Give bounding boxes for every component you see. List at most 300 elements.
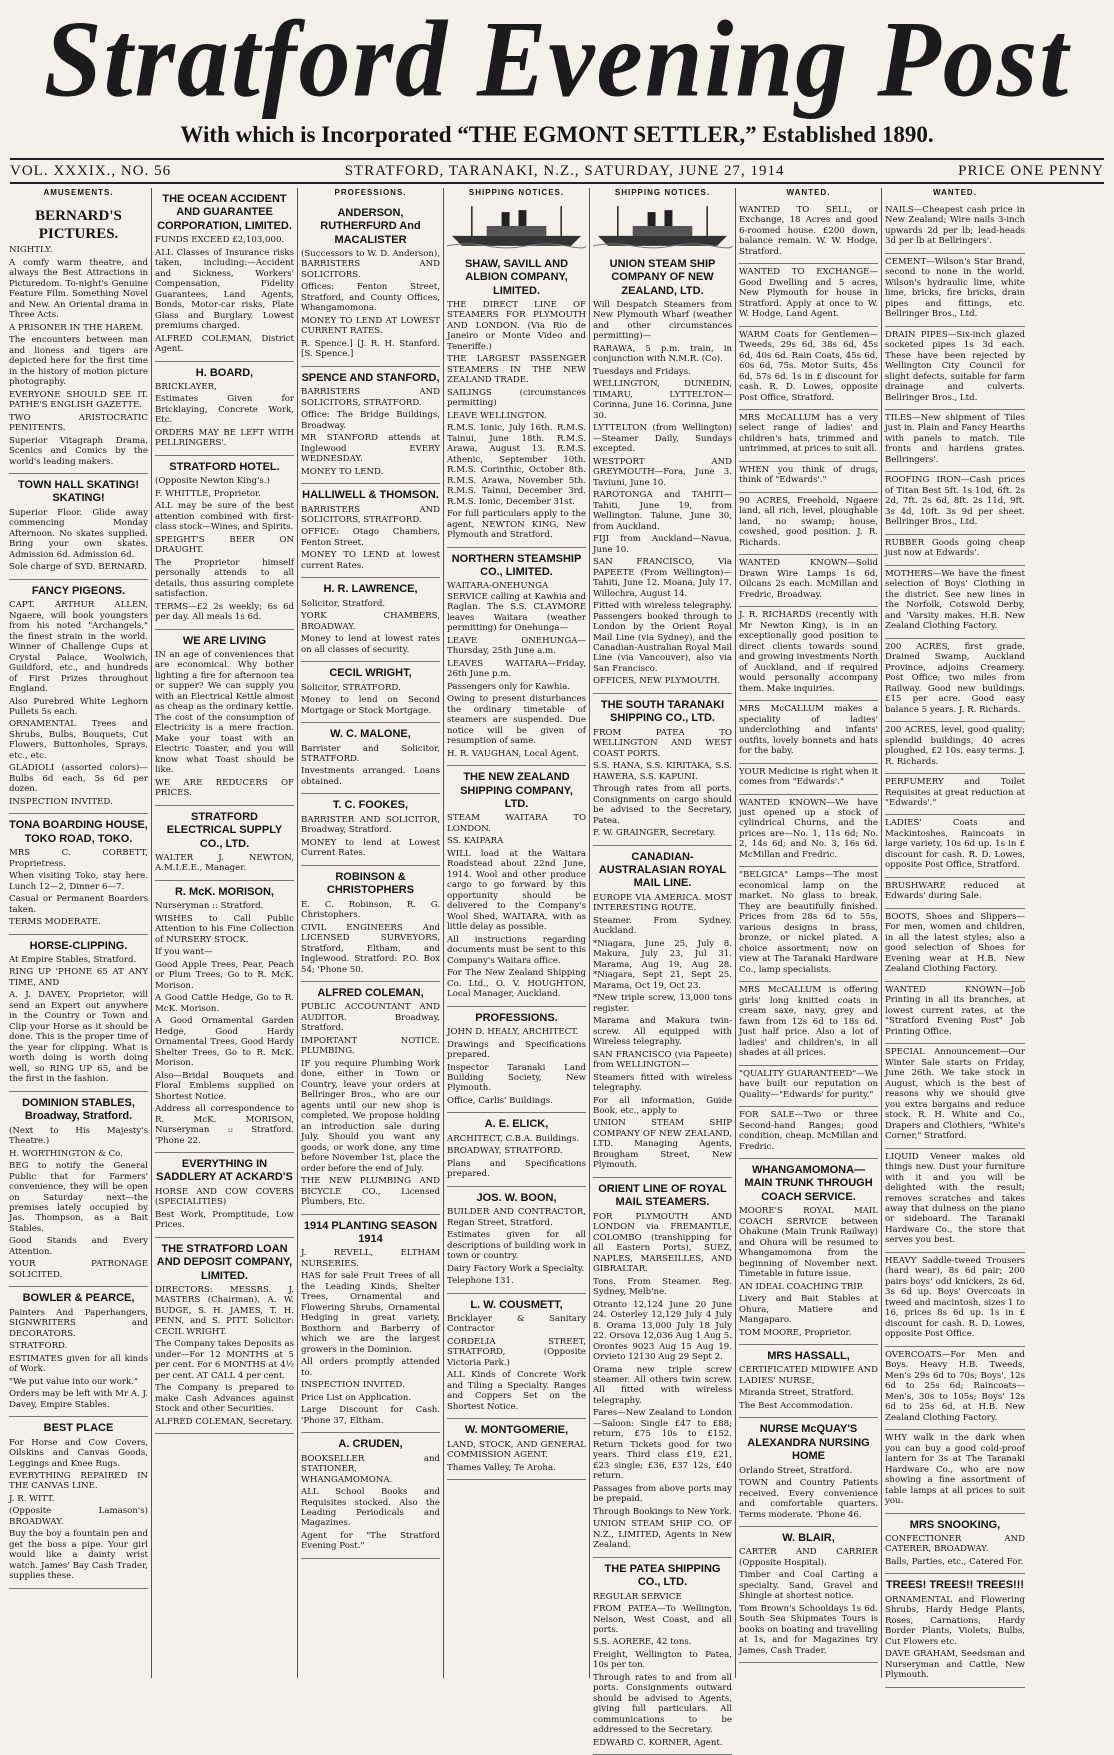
advertisement — [447, 1294, 586, 1420]
advertisement-text: NAILS—Cheapest cash price in New Zealand; Wire nails 3-inch upwards 2d per lb; lead-heads 3d per lb at Bellringers'. — [885, 204, 1025, 247]
advertisement-body — [739, 870, 878, 975]
volume-number: VOL. XXXIX., NO. 56 — [10, 162, 172, 179]
advertisement — [739, 264, 878, 326]
advertisement-body — [885, 413, 1025, 465]
advertisement-body — [885, 1350, 1025, 1423]
advertisement — [447, 1113, 586, 1186]
advertisement-text: THE LARGEST PASSENGER STEAMERS IN THE NEW ZEALAND TRADE. — [447, 354, 586, 386]
advertisement-text: (Opposite Lamason's) BROADWAY. — [9, 1506, 148, 1527]
advertisement-text: FOR SALE—Two or three Second-hand Ranges; good condition, cheap. McMillan and Fredric. — [739, 1110, 878, 1152]
advertisement-text: RING UP 'PHONE 65 AT ANY TIME, AND — [9, 967, 148, 988]
advertisement-text: Estimates given for all descriptions of building work in town or country. — [447, 1230, 586, 1262]
advertisement-text: (Successors to W. D. Anderson), BARRISTERS AND SOLICITORS. — [301, 248, 440, 280]
advertisement-title: ALFRED COLEMAN, — [317, 986, 424, 999]
advertisement-text: Orders may be left with Mr A. J. Davey, Empire Stables. — [9, 1389, 149, 1410]
column — [444, 188, 590, 1678]
column — [590, 188, 736, 1748]
advertisement — [885, 1574, 1025, 1687]
advertisement-title: BERNARD'S PICTURES. — [35, 207, 122, 243]
advertisement — [739, 1527, 878, 1663]
advertisement — [739, 493, 878, 555]
advertisement-text: The Company is prepared to make Cash Advances against Stock and other Securities. — [155, 1383, 294, 1415]
advertisement-text: The encounters between man and lioness and tigers are depicted here for the first time in the history of motion picture photography. — [9, 335, 148, 388]
advertisement-text: RAROTONGA and TAHITI—Tahiti, June 19, from Wellington. Talune, June 30, from Auckland. — [593, 490, 732, 532]
advertisement — [301, 662, 440, 723]
advertisement-text: Owing to present disturbances the ordinary timetable of steamers are suspended. Due notice will be given of resumption of same. — [447, 694, 586, 747]
advertisement-body — [885, 330, 1025, 403]
advertisement-text: Fares—New Zealand to London—Saloon: Single £47 to £88; return, £75 10s to £152. Return Tickets good for two years. Third class £19, £21, £23 single; £36, £37 12s, £40 return. — [593, 1408, 732, 1482]
advertisement-text: Barrister and Solicitor, STRATFORD. — [301, 743, 440, 764]
advertisement-title: MRS HASSALL, — [767, 1350, 850, 1363]
advertisement-text: Through rates from all ports. Consignments on cargo should be advised to the Secretary, Patea. — [593, 784, 732, 826]
advertisement-text: WANTED KNOWN—Job Printing in all its branches, at lowest current rates, at the "Stratford Evening Post" Job Printing Office. — [885, 984, 1025, 1037]
advertisement — [155, 881, 294, 1153]
advertisement-text: SPEIGHT'S BEER ON DRAUGHT. — [155, 534, 294, 556]
advertisement-body — [739, 704, 878, 756]
advertisement — [155, 630, 294, 806]
advertisement-text: INSPECTION INVITED. — [9, 796, 113, 807]
masthead-subtitle: With which is Incorporated “THE EGMONT SETTLER,” Established 1890. — [180, 122, 934, 147]
advertisement-text: WANTED TO SELL, or Exchange, 18 Acres and good 6-roomed house. £200 down, balance remain. W. W. Hodge, Stratford. — [739, 204, 878, 257]
advertisement-text: "We put value into our work." — [9, 1376, 138, 1387]
advertisement-title: HORSE-CLIPPING. — [29, 939, 128, 952]
advertisement-text: For Horse and Cow Covers, Oilskins and Canvas Goods, Leggings and Knee Rugs. — [9, 1437, 148, 1469]
advertisement-text: LEAVE WELLINGTON. — [447, 410, 547, 421]
advertisement — [739, 202, 878, 264]
advertisement-title: NURSE McQUAY'S ALEXANDRA NURSING HOME — [747, 1423, 870, 1463]
advertisement-text: A Good Cattle Hedge, Go to R. McK. Morison. — [155, 993, 294, 1014]
advertisement-body — [593, 1212, 732, 1551]
advertisement-text: Best Work, Promptitude, Low Prices. — [155, 1209, 294, 1231]
advertisement — [155, 1238, 294, 1435]
advertisement-title: T. C. FOOKES, — [332, 799, 409, 812]
advertisement-text: MOORE'S ROYAL MAIL COACH SERVICE between Ohakune (Main Trunk Railway) and Ohura will be resumed to Whangamomona from the beginning of November next. Timetable in future issue. — [739, 1206, 878, 1280]
advertisement-title: UNION STEAM SHIP COMPANY OF NEW ZEALAND, LTD. — [609, 257, 716, 297]
advertisement-title: L. W. COUSMETT, — [470, 1298, 563, 1311]
advertisement-text: A comfy warm theatre, and always the Best Attractions in Picturedom. To-night's Genuine Feature Film. Something Novel and New. An Oriental drama in Three Acts. — [9, 257, 148, 321]
advertisement-text: S.S. HANA, S.S. KIRITAKA, S.S. HAWERA, S.S. KAPUNI. — [593, 761, 732, 782]
advertisement-body — [885, 818, 1025, 870]
advertisement — [9, 935, 148, 1092]
advertisement — [593, 694, 732, 846]
advertisement-text: Good Apple Trees, Pear, Peach or Plum Trees, Go to R. McK. Morison. — [155, 959, 294, 991]
advertisement-text: Passengers only for Kawhia. — [447, 681, 571, 692]
advertisement-text: Good Stands and Every Attention. — [9, 1236, 148, 1257]
column-heading: WANTED. — [933, 188, 977, 197]
advertisement-text: WILL load at the Waitara Roadstead about 22nd June, 1914. Wool and other produce cargo to go forward by this opportunity should be delivered to the Company's Wool Shed, WAITARA, with as little delay as possible. — [447, 848, 586, 933]
advertisement-text: Freight, Wellington to Patea, 10s per ton. — [593, 1649, 732, 1671]
advertisement-text: J. REVELL, ELTHAM NURSERIES. — [301, 1248, 440, 1269]
advertisement-body — [739, 267, 878, 319]
advertisement-text: WANTED KNOWN—We have just opened up a stock of cylindrical Churns, and the prices are—No. 1, 11s 6d; No. 2, 14s 6d; and No. 3, 16s 6d. McMillan and Fredric. — [739, 797, 878, 860]
advertisement-text: Offices: Fenton Street, Stratford, and County Offices, Whangamomona. — [301, 282, 440, 314]
advertisement — [301, 578, 440, 662]
advertisement-text: PERFUMERY and Toilet Requisites at great reduction at "Edwards'." — [885, 777, 1025, 808]
advertisement — [885, 909, 1025, 982]
advertisement-text: LYTTELTON (from Wellington)—Steamer Daily, Sundays excepted. — [593, 423, 732, 455]
advertisement-title: W. MONTGOMERIE, — [464, 1424, 569, 1437]
newspaper-title: Stratford Evening Post — [43, 0, 1071, 120]
advertisement-text: Timber and Coal Carting a specialty. Sand, Gravel and Shingle at shortest notice. — [739, 1570, 878, 1602]
advertisement-text: WISHES to Call Public Attention to his Fine Collection of NURSERY STOCK. — [155, 913, 294, 945]
advertisement — [301, 982, 440, 1215]
advertisement-text: Steamers fitted with wireless telegraphy. — [593, 1072, 732, 1094]
advertisement-title: R. McK. MORISON, — [174, 885, 274, 898]
advertisement-text: TOWN and Country Patients received. Every convenience and comfortable quarters. Terms moderate. 'Phone 46. — [739, 1478, 878, 1520]
advertisement — [155, 456, 294, 630]
advertisement-text: BRICKLAYER, — [155, 381, 217, 392]
advertisement-text: Miranda Street, Stratford. — [739, 1388, 854, 1399]
advertisement-text: CAPT. ARTHUR ALLEN, Ngaere, will book youngsters from his noted "Archangels," the finest strain in the world. Winner of Challenge Cups at Crystal Palace, Woolwich, Guildford, etc., and hundreds of First Prizes throughout England. — [9, 600, 148, 695]
advertisement-text: WHY walk in the dark when you can buy a good cold-proof lantern for 3s at The Taranaki Hardware Co., who are now showing a fine assortment of table lamps at all prices to suit you. — [885, 1433, 1025, 1507]
advertisement-text: LIQUID Veneer makes old things new. Dust your furniture with it and you will be delighted with the result; removes scratches and takes away that dulness on the piano or sideboard. The Taranaki Hardware Co., the store that serves you best. — [885, 1151, 1025, 1246]
advertisement-body — [885, 1433, 1025, 1506]
advertisement-body — [301, 387, 440, 477]
advertisement-body — [301, 505, 440, 572]
advertisement-body — [9, 1126, 148, 1281]
advertisement-text: Agent for "The Stratford Evening Post." — [301, 1530, 440, 1552]
advertisement-text: Nurseryman :: Stratford. — [155, 901, 264, 912]
advertisement-text: Passages from above ports may be prepaid. — [593, 1483, 732, 1505]
advertisement — [885, 410, 1025, 472]
advertisement-text: FUNDS EXCEED £2,103,000. — [155, 235, 285, 246]
advertisement-title: FANCY PIGEONS. — [31, 584, 126, 597]
advertisement-text: H. R. VAUGHAN, Local Agent. — [447, 748, 579, 759]
steamship-illustration — [447, 202, 586, 250]
advertisement-body — [301, 900, 440, 975]
advertisement-text: BUILDER AND CONTRACTOR, Regan Street, Stratford. — [447, 1207, 586, 1228]
advertisement-text: ALL Kinds of Concrete Work and Tiling a Specialty. Ranges and Coppers Set on the Shortest Notice. — [447, 1370, 586, 1412]
advertisement-text: UNION STEAM SHIP CO. OF N.Z., LIMITED, Agents in New Zealand. — [593, 1519, 732, 1551]
advertisement — [885, 1149, 1025, 1253]
advertisement-text: E. C. Robinson, R. G. Christophers. — [301, 899, 440, 921]
advertisement-body — [9, 955, 148, 1085]
advertisement — [447, 1419, 586, 1480]
advertisement-title: TOWN HALL SKATING! SKATING! — [18, 479, 139, 505]
advertisement-title: SHAW, SAVILL AND ALBION COMPANY, LIMITED. — [464, 257, 569, 297]
advertisement-text: MONEY TO LEND at lowest current Rates. — [301, 550, 440, 571]
advertisement — [447, 253, 586, 548]
advertisement-text: J. R. RICHARDS (recently with Mr Newton King), is in an exceptionally good position to direct clients towards sound and growing investments North of Auckland, and if required would personally accompany them. Make inquiries. — [739, 610, 878, 694]
advertisement-text: F. W. GRAINGER, Secretary. — [593, 828, 716, 839]
advertisement-text: SAN FRANCISCO (via Papeete) from WELLINGTON— — [593, 1049, 732, 1071]
advertisement-text: The Best Accommodation. — [739, 1400, 853, 1411]
advertisement — [447, 766, 586, 1006]
advertisement — [301, 1215, 440, 1434]
advertisement-body — [155, 650, 294, 799]
advertisement-text: WHEN you think of drugs, think of "Edwards'." — [739, 464, 878, 486]
advertisement-text: Large Discount for Cash. 'Phone 37, Eltham. — [301, 1405, 440, 1426]
advertisement-text: Tom Brown's Schooldays 1s 6d. South Sea Shipmates Tours is books on boating and travelling at 1s, and for Magazines try James, Cash Trader. — [739, 1603, 878, 1656]
advertisement — [301, 723, 440, 794]
advertisement-text: For full particulars apply to the agent, NEWTON KING, New Plymouth and Stratford. — [447, 509, 586, 541]
advertisement-body — [155, 235, 294, 354]
advertisement-title: WE ARE LIVING — [182, 634, 267, 647]
advertisement-text: MRS C. CORBETT, Proprietress. — [9, 848, 148, 869]
advertisement-text: ORDERS MAY BE LEFT WITH PELLRINGERS'. — [155, 427, 294, 449]
advertisement-text: AN IDEAL COACHING TRIP. — [739, 1281, 864, 1292]
advertisement — [593, 253, 732, 694]
advertisement-text: BARRISTER AND SOLICITOR, Broadway, Stratford. — [301, 814, 440, 836]
advertisement-text: Also—Bridal Bouquets and Floral Emblems supplied on Shortest Notice. — [155, 1070, 294, 1102]
advertisement-text: OVERCOATS—For Men and Boys. Heavy H.B. Tweeds, Men's 29s 6d to 70s; Boys', 12s 6d to 25s 6d; Raincoats—Men's, 30s to 105s; Boys' 12s 6d to 25s 6d, at H.B. New Zealand Clothing Factory. — [885, 1349, 1025, 1423]
advertisement-title: ORIENT LINE OF ROYAL MAIL STEAMERS. — [598, 1182, 727, 1209]
advertisement-title: STRATFORD HOTEL. — [169, 460, 280, 473]
column — [882, 188, 1028, 1681]
advertisement-text: MONEY TO LEND AT LOWEST CURRENT RATES. — [301, 315, 440, 337]
advertisement-text: DIRECTORS: MESSRS. J. MASTERS (Chairman), A. W. BUDGE, S. H. JAMES, T. H. PENN, and S. PITT. Solicitor: CECIL WRIGHT. — [155, 1284, 294, 1337]
advertisement-title: H. R. LAWRENCE, — [323, 583, 418, 596]
advertisement-text: If you want— — [155, 947, 213, 958]
advertisement-text: Sole charge of SYD. BERNARD. — [9, 562, 147, 573]
advertisement-text: Through Bookings to New York. — [593, 1506, 732, 1517]
advertisement-text: WANTED KNOWN—Solid Drawn Wire Lamps 1s 6d, Oilcans 2s each. McMillan and Fredric, Broadway. — [739, 558, 878, 600]
advertisement-text: ALFRED COLEMAN, Secretary. — [155, 1416, 293, 1427]
advertisement-title: NORTHERN STEAMSHIP CO., LIMITED. — [451, 552, 582, 579]
column — [298, 188, 444, 1678]
advertisement-text: SPECIAL Announcement—Our Winter Sale starts on Friday, June 26th. We take stock in August, which is the best of reasons why we should give you extra bargains and reduce stock. R. H. White and Co., Drapers and Clothiers, "White's Corner," Stratford. — [885, 1047, 1025, 1142]
advertisement — [885, 722, 1025, 774]
advertisement-text: CIVIL ENGINEERS And LICENSED SURVEYORS, Stratford, Eltham, and Inglewood. Stratford: P.O. Box 54; 'Phone 50. — [301, 922, 440, 975]
advertisement-text: Painters And Paperhangers, SIGNWRITERS and DECORATORS. — [9, 1307, 148, 1339]
advertisement-text: WE ARE REDUCERS OF PRICES. — [155, 777, 294, 799]
advertisement-title: TONA BOARDING HOUSE, TOKO ROAD, TOKO. — [9, 819, 148, 845]
advertisement-text: NIGHTLY. — [9, 245, 53, 256]
advertisement-text: Estimates Given for Bricklaying, Concrete Work, Etc. — [155, 394, 294, 426]
advertisement-text: WAITARA-ONEHUNGA SERVICE calling at Kawhia and Raglan. The S.S. CLAYMORE leaves Waitara (weather permitting) for Onehunga— — [447, 581, 586, 634]
advertisement-body — [885, 1152, 1025, 1246]
advertisement-title: HALLIWELL & THOMSON. — [302, 489, 439, 502]
place-date: STRATFORD, TARANAKI, N.Z., SATURDAY, JUNE 27, 1914 — [344, 162, 785, 179]
advertisement — [447, 1007, 586, 1114]
advertisement-title: ANDERSON, RUTHERFURD And MACALISTER — [320, 206, 421, 246]
advertisement-text: DAVE GRAHAM, Seedsman and Nurseryman and Cattle, New Plymouth. — [885, 1649, 1025, 1681]
advertisement-text: LADIES' Coats and Mackintoshes, Raincoats in large variety, 10s 6d up. 1s in £ discount for cash. R. D. Lowes, opposite Post Office, Stratford. — [885, 818, 1025, 871]
advertisement-title: W. C. MALONE, — [330, 728, 411, 741]
advertisement-text: EVERYTHING REPAIRED IN THE CANVAS LINE. — [9, 1471, 148, 1492]
advertisement — [739, 462, 878, 493]
advertisement-text: CORDELIA STREET, STRATFORD, (Opposite Victoria Park.) — [447, 1336, 586, 1368]
advertisement-text: R.M.S. Ionic, July 16th. R.M.S. Tainui, June 18th. R.M.S. Arawa, August 13. R.M.S. Athenic, September 10th. R.M.S. Corinthic, October 8th. R.M.S. Arawa, November 5th. R.M.S. Tainui, December 3rd. R.M.S. Ionic, December 31st. — [447, 423, 586, 507]
advertisement-text: YOUR Medicine is right when it comes from "Edwards'." — [739, 766, 878, 788]
advertisement — [739, 867, 878, 982]
advertisement-text: HEAVY Saddle-tweed Trousers (hard wear), 8s 6d pair; 200 pairs boys' odd knickers, 2s 6d, 3s 6d up. Boys' Overcoats in tweed and macintosh, sizes 1 to 16, prices 8s 6d up. 1s in £ discount for cash. R. D. Lowes, opposite Post Office. — [885, 1255, 1025, 1340]
advertisement-body — [593, 728, 732, 839]
advertisement — [301, 794, 440, 865]
advertisement — [155, 806, 294, 881]
advertisement-title: CECIL WRIGHT, — [329, 667, 412, 680]
advertisement-body — [739, 496, 878, 548]
advertisement-text: Fitted with wireless telegraphy. Passengers booked through to London by the Orient Royal Mail Line (via Sydney), and the Canadian-Australian Royal Mail Line (via Vancouver), also via San Francisco. — [593, 601, 732, 674]
advertisement-title: W. BLAIR, — [782, 1532, 835, 1545]
advertisement-body — [9, 508, 148, 573]
advertisement-text: 90 ACRES, Freehold, Ngaere land, all rich, level, ploughable land, no swamp; house, cowshed, good position. J. R. Richards. — [739, 495, 878, 548]
advertisement-text: Orama new triple screw steamer. All others twin screw. All fitted with wireless telegraphy. — [593, 1364, 732, 1406]
advertisement-text: YOUR PATRONAGE SOLICITED. — [9, 1259, 148, 1280]
advertisement-text: WANTED TO EXCHANGE—Good Dwelling and 5 acres, New Plymouth for house in Stratford. Apply at once to W. W. Hodge, Land Agent. — [739, 267, 878, 320]
advertisement-text: MOTHERS—We have the finest selection of Boys' Clothing in the district. See new lines in the Norfolk, Cotswold Derby, and 'Varsity makes. H.B. New Zealand Clothing Factory. — [885, 568, 1025, 632]
advertisement — [155, 1153, 294, 1238]
advertisement-text: "BELGICA" Lamps—The most economical lamp on the market. No glass to break. They are beautifully finished. Prices from 28s 6d to 55s, various designs in brass, bronze, or nickel plated. A choice assortment; now on view at The Taranaki Hardware Co., lamp specialists. — [739, 870, 878, 975]
advertisement-text: BARRISTERS AND SOLICITORS, STRATFORD. — [301, 504, 440, 525]
advertisement — [301, 484, 440, 578]
advertisement — [885, 774, 1025, 815]
advertisement — [9, 1417, 148, 1589]
advertisement-text: OFFICES, NEW PLYMOUTH. — [593, 676, 721, 687]
advertisement-body — [9, 600, 148, 807]
advertisement-text: ARCHITECT, C.B.A. Buildings. — [447, 1133, 580, 1144]
advertisement-text: Bricklayer & Sanitary Contractor — [447, 1313, 586, 1335]
advertisement — [739, 1066, 878, 1107]
advertisement-text: Orlando Street, Stratford. — [739, 1465, 853, 1476]
advertisement-text: A Good Ornamental Garden Hedge, Good Hardy Ornamental Trees, Good Hardy Shelter Trees, Go to R. McK. Morison. — [155, 1016, 294, 1069]
advertisement-text: Office, Carlis' Buildings. — [447, 1095, 553, 1106]
advertisement-text: Thames Valley, Te Aroha. — [447, 1462, 556, 1473]
advertisement-text: CARTER AND CARRIER (Opposite Hospital). — [739, 1547, 878, 1568]
advertisement-title: THE STRATFORD LOAN AND DEPOSIT COMPANY, LIMITED. — [156, 1242, 293, 1282]
advertisement-body — [155, 1285, 294, 1427]
advertisement-text: LAND, STOCK, AND GENERAL COMMISSION AGENT. — [447, 1439, 586, 1461]
advertisement-text: SAN FRANCISCO, Via PAPEETE (From Wellington)—Tahiti, June 12. Moana, July 17. Willochra, August 14. — [593, 557, 732, 599]
advertisement — [447, 1187, 586, 1294]
advertisement-text: Otranto 12,124 June 20 June 24. Osterley 12,129 July 4 July 8. Orama 13,000 July 18 July 22. Orsova 12,036 Aug 1 Aug 5. Orontes 9023 Aug 15 Aug 19. Orvieto 12130 Aug 29 Sept 2. — [593, 1299, 732, 1363]
advertisement-text: UNION STEAM SHIP COMPANY OF NEW ZEALAND, LTD. Managing Agents, Brougham Street, New Plymouth. — [593, 1118, 732, 1171]
advertisement-body — [885, 1534, 1025, 1567]
advertisement-body — [885, 1256, 1025, 1340]
advertisement-text: Superior Vitagraph Drama, Scenics and Comics by the world's leading makers. — [9, 435, 148, 467]
advertisement-body — [155, 901, 294, 1146]
advertisement-body — [301, 744, 440, 788]
advertisement-body — [447, 813, 586, 999]
advertisement-text: H. WORTHINGTON & Co. — [9, 1148, 123, 1159]
advertisement-text: Money to lend at lowest rates on all classes of security. — [301, 634, 440, 655]
advertisement-text: When visiting Toko, stay here. Lunch 12—2, Dinner 6—7. — [9, 871, 148, 892]
advertisement-title: BEST PLACE — [43, 1422, 114, 1435]
advertisement-body — [301, 1248, 440, 1426]
advertisement-text: All orders promptly attended to. — [301, 1357, 440, 1378]
advertisement-text: "QUALITY GUARANTEED"—We have built our reputation on Quality—"Edwards' for purity." — [739, 1068, 878, 1100]
advertisement-body — [739, 465, 878, 486]
advertisement-body — [301, 683, 440, 716]
advertisement-text: MONEY TO LEND. — [301, 466, 384, 477]
advertisement-text: RARAWA, 5 p.m. train, in conjunction with N.M.R. (Co). — [593, 343, 732, 365]
advertisement-text: EVERYONE SHOULD SEE IT. PATHE'S ENGLISH GAZETTE. — [9, 389, 148, 411]
advertisement-text: J. R. WITT. — [9, 1493, 55, 1504]
advertisement — [885, 982, 1025, 1044]
advertisement-text: Steamer. From Sydney. Auckland. — [593, 915, 732, 937]
advertisement-text: MRS McCALLUM makes a speciality of ladies' underclothing and infants' outfits, lovely bonnets and hats for the baby. — [739, 704, 878, 757]
advertisement-body — [885, 257, 1025, 320]
advertisement-text: WELLINGTON, DUNEDIN, TIMARU, LYTTELTON—Corinna, June 16. Corinna, June 30. — [593, 379, 732, 421]
advertisement-body — [885, 881, 1025, 902]
advertisement-text: ESTIMATES given for all kinds of Work. — [9, 1353, 148, 1375]
advertisement-body — [885, 777, 1025, 808]
advertisement-body — [739, 558, 878, 600]
advertisement-body — [739, 1547, 878, 1656]
advertisement-text: GLADIOLI (assorted colors)—Bulbs 6d each, 5s 6d per dozen. — [9, 763, 148, 795]
advertisement-title: TREES! TREES!! TREES!!! — [885, 1579, 1025, 1592]
advertisement-text: Tuesdays and Fridays. — [593, 366, 691, 377]
advertisement-text: Drawings and Specifications prepared. — [447, 1039, 586, 1061]
advertisement-text: (Next to His Majesty's Theatre.) — [9, 1125, 148, 1147]
advertisement-body — [447, 300, 586, 541]
advertisement-body — [301, 249, 440, 360]
advertisement-text: FOR PLYMOUTH AND LONDON via FREMANTLE, COLOMBO (transhipping for all Eastern Ports), SUEZ, NAPLES, MARSEILLES, AND GIBRALTAR. — [593, 1211, 732, 1275]
advertisement-body — [739, 1466, 878, 1520]
advertisement-body — [447, 1027, 586, 1106]
advertisement-text: Through rates to and from all ports. Consignments outward should be advised to Agents, giving full particulars. All communications to be addressed to the Secretary. — [593, 1672, 732, 1736]
advertisement-text: Plans and Specifications prepared. — [447, 1158, 586, 1180]
advertisement-title: THE NEW ZEALAND SHIPPING COMPANY, LTD. — [460, 771, 573, 810]
advertisement — [9, 580, 148, 815]
advertisement-body — [447, 1207, 586, 1286]
advertisement-text: Telephone 131. — [447, 1276, 514, 1287]
advertisement-body — [9, 1308, 148, 1410]
advertisement — [885, 1347, 1025, 1430]
advertisement — [885, 566, 1025, 639]
advertisement — [739, 1107, 878, 1159]
advertisement-text: FIJI from Auckland—Navua, June 10. — [593, 534, 732, 555]
advertisement-text: BARRISTERS AND SOLICITORS, STRATFORD. — [301, 387, 440, 408]
column-heading: AMUSEMENTS. — [43, 188, 114, 197]
advertisement-text: CERTIFICATED MIDWIFE AND LADIES' NURSE, — [739, 1365, 878, 1386]
advertisement-text: IF you require Plumbing Work done, either in Town or Country, leave your orders at Bellringer Bros., who are our agents until our new shop is completed. We propose holding an introduction sale during July. Should you want any goods, or work done, any time before November 1st, place the order before the end of July. — [301, 1058, 440, 1174]
advertisement — [739, 701, 878, 763]
advertisement-text: IMPORTANT NOTICE. PLUMBING. — [301, 1035, 440, 1057]
advertisement-text: ALL School Books and Requisites stocked. Also the Leading Periodicals and Magazines. — [301, 1487, 440, 1529]
advertisement-body — [593, 893, 732, 1171]
advertisement-text: HAS for sale Fruit Trees of all the Leading Kinds, Shelter Trees, Ornamental and Flowering Shrubs, Ornamental Hedging in great variety, Boxthorn and Barberry of which we are the largest growers in the Dominion. — [301, 1271, 440, 1355]
advertisement-text: BEG to notify the General Public that for Farmers' convenience, they will be open on Saturday next—the premises lately occupied by Jas. Thompson, as a Bait Stables. — [9, 1161, 148, 1234]
column-heading: PROFESSIONS. — [334, 188, 407, 197]
advertisement-body — [447, 581, 586, 759]
advertisement — [739, 607, 878, 701]
advertisement-body — [301, 1002, 440, 1207]
advertisement — [885, 472, 1025, 534]
advertisement-text: BROADWAY, STRATFORD. — [447, 1146, 563, 1157]
advertisement-text: ROOFING IRON—Cash prices of Titan Best 5ft. 1s 10d, 6ft. 2s 2d, 7ft. 2s 6d, 8ft. 2s 11d, 9ft. 3s 4d, 10ft. 3s 9d per sheet. Bellringer Bros., Ltd. — [885, 475, 1025, 528]
advertisement — [301, 1433, 440, 1559]
advertisement-text: FROM PATEA TO WELLINGTON AND WEST COAST PORTS. — [593, 727, 732, 759]
advertisement-text: SAILINGS (circumstances permitting) — [447, 387, 586, 409]
advertisement-text: *Niagara, June 25, July 8. Makura, July 23, Jul 31. Marama, Aug 19, Aug 28. *Niagara, Sept 21, Sept 25. Marama, Oct 19, Oct 23. — [593, 938, 732, 991]
advertisement — [885, 327, 1025, 410]
advertisement-body — [739, 610, 878, 694]
advertisement-text: Solicitor, STRATFORD. — [301, 682, 401, 693]
column-heading: WANTED. — [786, 188, 831, 197]
advertisement — [739, 764, 878, 795]
steamship-illustration — [447, 202, 586, 250]
advertisement-body — [155, 476, 294, 622]
advertisement-body — [739, 985, 878, 1058]
advertisement-text: WALTER J. NEWTON, A.M.I.E.E., Manager. — [155, 852, 294, 874]
advertisement — [9, 1092, 148, 1288]
advertisement-text: Casual or Permanent Boarders taken. — [9, 894, 148, 915]
advertisement-text: JOHN D. HEALY, ARCHITECT. — [447, 1027, 579, 1038]
advertisement-body — [739, 413, 878, 455]
advertisement — [885, 878, 1025, 909]
dateline — [10, 158, 1104, 184]
advertisement-body — [301, 599, 440, 655]
advertisement-title: JOS. W. BOON, — [476, 1191, 557, 1204]
masthead — [0, 0, 1114, 120]
advertisement-text: Also Purebred White Leghorn Pullets 5s each. — [9, 696, 148, 717]
advertisement-title: H. BOARD, — [195, 366, 254, 379]
advertisement-body — [593, 300, 732, 687]
column-heading: SHIPPING NOTICES. — [614, 188, 711, 197]
advertisement-text: TILES—New shipment of Tiles just in. Plain and Fancy Hearths with panels to match. Tile fronts and hardens grates. Bellringers'. — [885, 412, 1025, 465]
advertisement — [885, 815, 1025, 877]
